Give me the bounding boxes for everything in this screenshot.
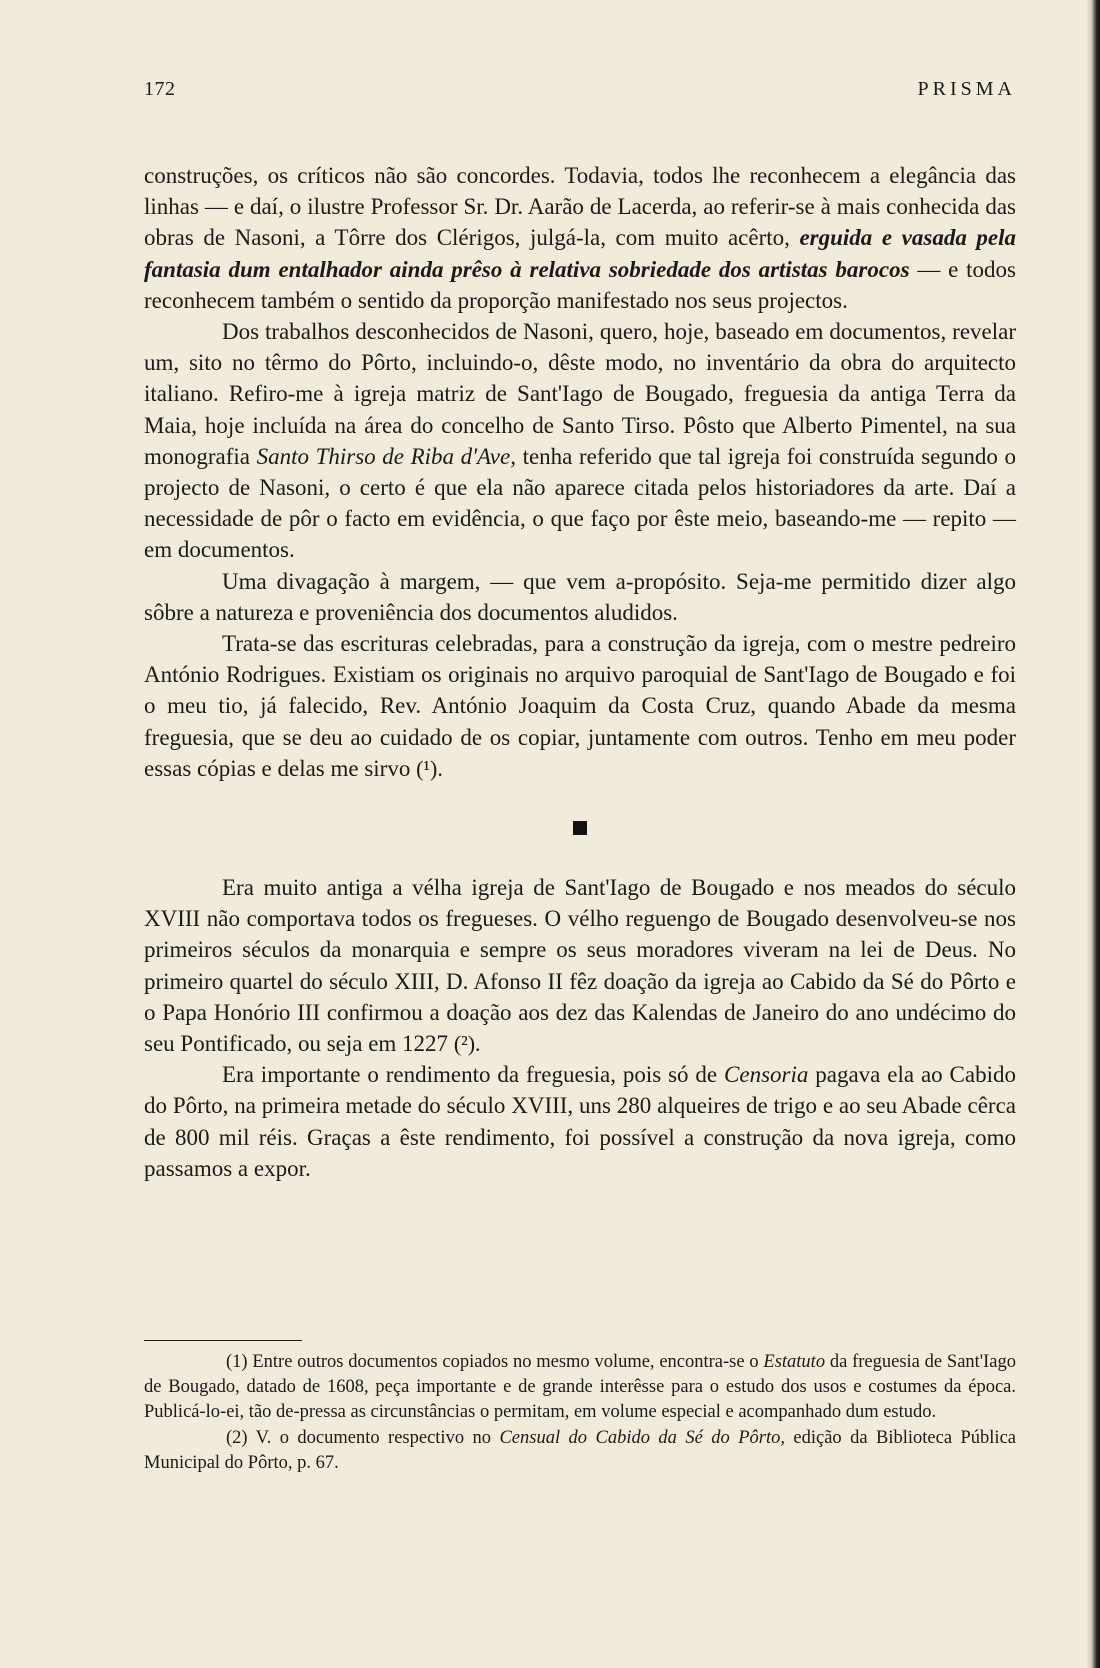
text-run: Era importante o rendimento da freguesia, pois só de [222,1062,725,1088]
text-run: (2) V. o documento respectivo no [226,1427,500,1448]
paragraph [144,316,1016,566]
book-title: Santo Thirso de Riba d'Ave, [256,443,516,469]
text-run: construções, os críticos não são concordes. Todavia, todos lhe reconhecem a elegância das linhas — e daí, o ilustre Professor Sr. Dr. Aarão de Lacerda, ao referir-se à mais conhecida das obras de Nasoni, a Tôrre dos Clérigos, julgá-la, com muito acêrto, [144,163,1016,251]
text-run: edição da Biblioteca Pública Municipal do Pôrto, p. 67. [144,1427,1016,1473]
journal-name: PRISMA [917,78,1016,100]
footnote-divider [144,1340,302,1341]
running-header [144,78,1016,108]
body-text [144,160,1016,1184]
text-run: Era muito antiga a vélha igreja de Sant'Iago de Bougado e nos meados do século XVIII não comportava todos os fregueses. O vélho reguengo de Bougado desenvolveu-se nos primeiros séculos da monarquia e sempre os seus moradores viveram na lei de Deus. No primeiro quartel do século XIII, D. Afonso II fêz doação da igreja ao Cabido da Sé do Pôrto e o Papa Honório III confirmou a doação aos dez das Kalendas de Janeiro do ano undécimo do seu Pontificado, ou seja em 1227 [144,875,1016,1057]
text-run: Dos trabalhos desconhecidos de Nasoni, quero, hoje, baseado em documentos, revelar um, sito no têrmo do Pôrto, incluindo-o, dêste modo, no inventário da obra do arquitecto italiano. Refiro-me à igreja matriz de Sant'Iago de Bougado, freguesia da antiga Terra da Maia, hoje incluída na área do concelho de Santo Tirso. Pôsto que Alberto Pimentel, na sua monografia [144,319,1016,469]
paragraph [144,1059,1016,1184]
text-run: Uma divagação à margem, — que vem a-propósito. Seja-me permitido dizer algo sôbre a natureza e proveniência dos documentos aludidos. [144,568,1016,625]
paragraph [144,566,1016,628]
footnote-marker: (¹). [416,755,443,781]
footnotes [144,1350,1016,1476]
page-edge-shadow [1086,0,1100,1668]
quoted-emphasis: erguida e vasada pela fantasia dum entalhador ainda prêso à relativa sobriedade dos artistas barocos [144,225,1017,282]
paragraph [144,872,1016,1059]
footnote [144,1350,1016,1426]
paragraph [144,160,1016,316]
square-bullet-icon [573,821,587,835]
publication-title: Censual do Cabido da Sé do Pôrto, [499,1427,785,1448]
paragraph [144,628,1016,784]
footnote [144,1426,1016,1476]
text-run: da freguesia de Sant'Iago de Bougado, datado de 1608, peça importante e de grande interêsse para o estudo dos usos e costumes da época. Publicá-lo-ei, tão de-pressa as circunstâncias o permitam, em volume especial e acompanhado dum estudo. [144,1352,1017,1423]
footnote-marker: (²). [453,1031,481,1057]
text-run: — e todos reconhecem também o sentido da proporção manifestado nos seus projectos. [144,256,1016,313]
italic-term: Estatuto [763,1352,826,1372]
text-run: pagava ela ao Cabido do Pôrto, na primeira metade do século XVIII, uns 280 alqueires de trigo e ao seu Abade cêrca de 800 mil réis. Graças a êste rendimento, foi possível a construção da nova igreja, como passamos a expor. [144,1062,1016,1181]
page-number: 172 [144,78,176,100]
text-run: Trata-se das escrituras celebradas, para a construção da igreja, com o mestre pedreiro António Rodrigues. Existiam os originais no arquivo paroquial de Sant'Iago de Bougado e foi o meu tio, já falecido, Rev. António Joaquim da Costa Cruz, quando Abade da mesma freguesia, que se deu ao cuidado de os copiar, juntamente com outros. Tenho em meu poder essas cópias e delas me sirvo [144,631,1016,781]
text-run: (1) Entre outros documentos copiados no mesmo volume, encontra-se o [226,1352,764,1372]
text-run: tenha referido que tal igreja foi construída segundo o projecto de Nasoni, o certo é que ela não aparece citada pelos historiadores da arte. Daí a necessidade de pôr o facto em evidência, o que faço por êste meio, baseando-me — repito — em documentos. [144,443,1016,563]
section-separator [144,812,1016,832]
italic-term: Censoria [724,1062,809,1088]
